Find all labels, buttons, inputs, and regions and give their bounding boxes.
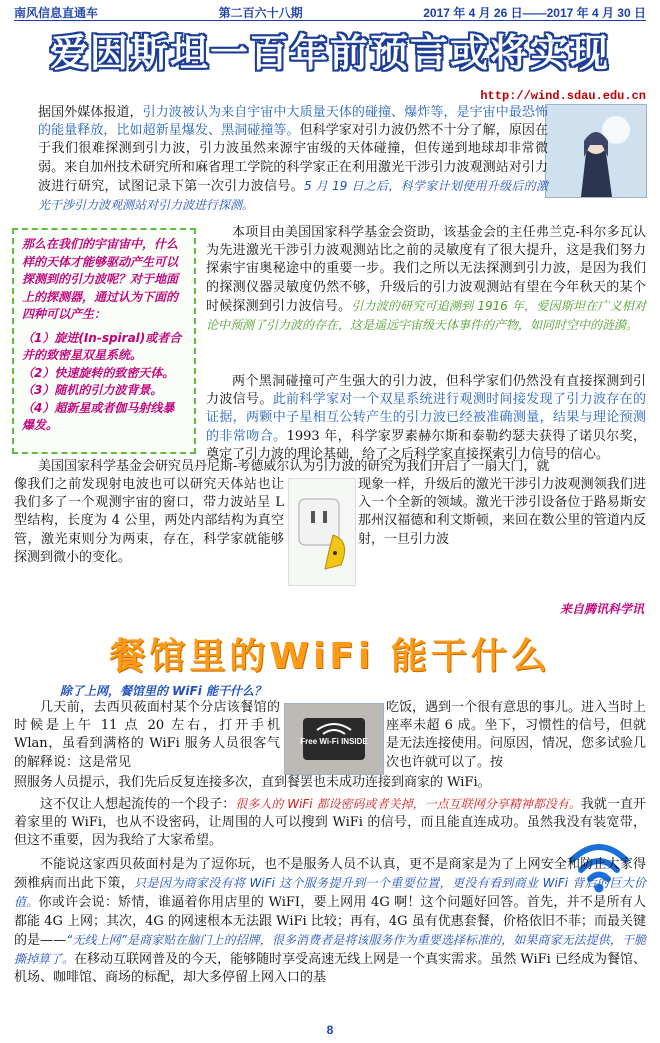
article2-para3-italic: 只是因为商家没有将 WiFi 这个服务提升到一个重要位置，更没有看到商业 WiFi 背后的巨大价值。 (14, 876, 646, 910)
article1-para4-left: 像我们之前发现射电波也可以研究天体站也让我们多了一个观测宇宙的窗口，带力波站呈 L 型结构，长度为 4 公里，两处内部结构为真空管，激光束则分为两束，存在，科学家就能够探测到微小的变化。 (14, 477, 284, 565)
free-wifi-sign-image (284, 703, 384, 775)
article1-title: 爱因斯坦一百年前预言或将实现 (49, 30, 610, 75)
page-number: 8 (326, 1023, 334, 1037)
article2-title: 餐馆里的WiFi 能干什么 (109, 636, 551, 677)
article1-paragraph-4-left (14, 476, 284, 567)
article1-para1-highlight: 引力波被认为来自宇宙中大质量天体的碰撞、爆炸等，是宇宙中最恐怖的能量释放，比如超新星爆发、黑洞碰撞等。 (38, 105, 548, 139)
article1-para3-rest: 1993 年，科学家罗素赫尔斯和泰勒约瑟夫获得了诺贝尔奖，奠定了引力波的理论基础，给了之后科学家直接探索引力信号的信心。 (206, 428, 646, 462)
sidebox-intro: 那么在我们的宇宙宙中，什么样的天体才能够驱动产生可以探测到的引力波呢？对于地面上的探测器，通过认为下面的四种可以产生： (22, 237, 179, 321)
article1-source: 来自腾讯科学讯 (559, 602, 644, 616)
header-issue: 第二百六十八期 (218, 6, 303, 20)
sidebox-item-1: （1）旋进(In-spiral)或者合并的致密星双星系统。 (22, 330, 182, 362)
header-dates: 2017 年 4 月 26 日——2017 年 4 月 30 日 (423, 6, 646, 20)
article1-para2: 本项目由美国国家科学基金会资助，该基金会的主任弗兰克-科尔多瓦认为先进激光干涉引力波观测站比之前的灵敏度有了很大提升，这是我们努力探索宇宙奥秘途中的重要一步。我们之所以无法探测到引力波，是因为我们的探测仪器灵敏度仍然不够，升级后的引力波观测站有望在今年秋天的某个时候探测到引力波信号。 (206, 225, 646, 314)
article2-paragraph-2 (14, 795, 646, 851)
anime-girl-image (545, 104, 647, 198)
article1-paragraph-2 (206, 224, 646, 335)
article2-paragraph-1-right (386, 699, 646, 772)
article1-para1-rest: 但科学家对引力波仍然不十分了解，原因在于我们很难探测到引力波，引力波虽然来源宇宙级的天体碰撞，但传递到地球却非常微弱。来自加州技术研究所和麻省理工学院的科学家正在利用激光干涉引力波观测站对引力波进行研究，试图记录下第一次引力波信号。 (38, 123, 548, 194)
article1-paragraph-4-top (38, 458, 648, 476)
header-divider (14, 20, 646, 21)
article2-para3-end: 在移动互联网普及的今天，能够随时享受高速无线上网是一个真实需求。虽然 WiFi 已经成为餐馆、机场、咖啡馆、商场的标配，却大多停留上网入口的基 (14, 952, 646, 986)
article1-paragraph-4-right (358, 476, 646, 549)
article1-para4-top: 美国国家科学基金会研究员丹尼斯-考德威尔认为引力波的研究为我们开启了一扇大门，就 (38, 459, 550, 474)
article2-para3-lead: 不能说这家西贝莜面村是为了逗你玩，也不是服务人员不认真，更不是商家是为了上网安全和防止大家得颈椎病而出此下策， (14, 857, 646, 892)
article2-para2-lead: 这不仅让人想起流传的一个段子： (40, 797, 236, 812)
article2-para2-italic: 很多人的 WiFi 都设密码或者关掉，一点互联网分享精神都没有。 (235, 797, 581, 811)
article2-para3-italic2: “无线上网”是商家贴在脑门上的招牌，很多消费者是将该服务作为重要选择标准的，如果商家无法提供，干脆撕掉算了。 (14, 932, 646, 967)
article1-para3-lead: 两个黑洞碰撞可产生强大的引力波，但科学家们仍然没有直接探测到引力波信号。 (206, 374, 646, 408)
sidebox-item-2: （2）快速旋转的致密天体。 (22, 365, 175, 380)
article2-para1-bottom: 照服务人员提示，我们先后反复连接多次，直到餐罢也未成功连接到商家的 WiFi。 (14, 775, 491, 790)
article2-para1-left: 几天前，去西贝莜面村某个分店该餐馆的时候是上午 11 点 20 左右，打开手机 Wlan，虽看到满格的 WiFi 服务人员很客气的解释说：这是常见 (14, 700, 280, 770)
power-outlet-image (288, 478, 356, 586)
sidebox-item-4: （4）超新星或者伽马射线暴爆发。 (22, 400, 175, 432)
article2-subtitle: 除了上网，餐馆里的 WiFi 能干什么？ (60, 684, 267, 698)
wifi-sign-text: Free Wi-Fi INSIDE (300, 737, 368, 746)
article1-para1-lead: 据国外媒体报道， (38, 105, 143, 120)
gravitational-wave-sources-box (12, 228, 196, 454)
article2-para3-rest: 你或许会说：矫情，谁逼着你用店里的 WiFI，要上网用 4G 啊！这个问题好回答。首先，并不是所有人都能 4G 上网；其次，4G 的网速根本无法跟 WiFi 比较；再有，4G 虽有优惠套餐，价格依旧不菲；而最关键的是—— (14, 895, 646, 948)
source-url[interactable]: http://wind.sdau.edu.cn (480, 89, 646, 103)
article2-para2-rest: 我就一直开着家里的 WiFi，也从不设密码，让周围的人可以搜到 WiFi 的信号，而且能直连成功。虽然我没有装宽带，但这不重要，因为我给了大家希望。 (14, 797, 646, 849)
article2-paragraph-3 (14, 856, 646, 987)
article2-paragraph-1-left (14, 699, 280, 772)
article1-para2-italic: 引力波的研究可追溯到 1916 年，爱因斯坦在广义相对论中预测了引力波的存在，这是遥远宇宙级天体事件的产物，如同时空中的涟漪。 (206, 298, 646, 333)
article2-para1-right: 吃饭，遇到一个很有意思的事儿。进入当时上座率未超 6 成。坐下，习惯性的信号，但就是无法连接使用。问原因，情况，您多试验几次也许就可以了。按 (386, 700, 647, 770)
article1-paragraph-1 (38, 104, 548, 215)
sidebox-item-3: （3）随机的引力波背景。 (22, 383, 163, 397)
article1-paragraph-3 (206, 373, 646, 464)
header-publication: 南风信息直通车 (14, 6, 99, 20)
article1-para1-italic: 5 月 19 日之后，科学家计划使用升级后的激光干涉引力波观测站对引力波进行探测。 (38, 178, 548, 213)
article1-para4-right: 现象一样，升级后的激光干涉引力波观测领我们进入一个全新的领域。激光干涉引设备位于路易斯安那州汉福德和利文斯顿，来回在数公里的管道内反射，一旦引力波 (358, 477, 646, 547)
newsletter-header (14, 4, 646, 20)
article1-para3-highlight: 此前科学家对一个双星系统进行观测时间接发现了引力波存在的证据，两颗中子星相互公转产生的引力波已经被准确测量，结果与理论预测的非常吻合。 (206, 392, 646, 444)
article2-paragraph-1-bottom (14, 774, 646, 792)
